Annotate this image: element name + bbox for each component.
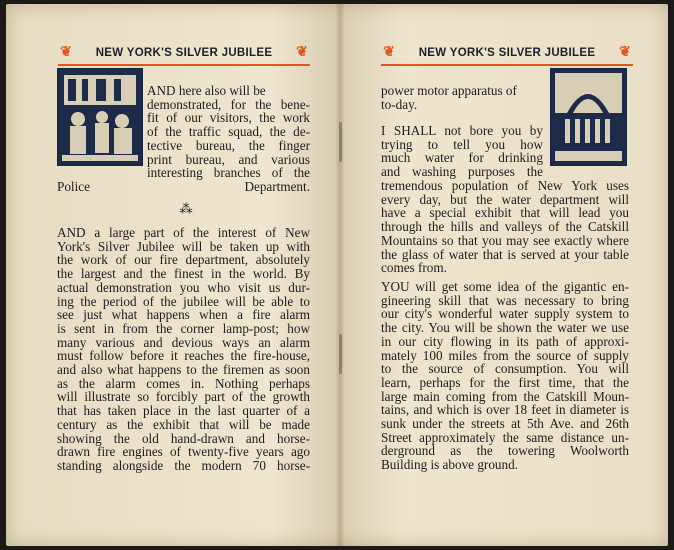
police-woodcut-illustration [57, 68, 143, 166]
left-para-2 [57, 226, 310, 473]
text-line: many various and devious ways an alarm [57, 334, 310, 350]
text-line: every day, but the water department will [381, 191, 629, 207]
text-line: trying to tell you how [381, 136, 543, 152]
right-para-2-indented [381, 124, 543, 179]
text-line: the city. You will be shown the water we use [381, 320, 629, 336]
text-line: actual demonstration you who visit us dur- [57, 279, 310, 295]
text-line: is sent in from the corner lamp-post; how [57, 320, 310, 336]
staple-top [339, 122, 342, 162]
text-line: century as the exhibit that will be made [57, 416, 310, 432]
text-line: mately 100 miles from the source of supply [381, 347, 629, 363]
text-line: that has taken place in the last quarter of a [57, 403, 310, 419]
text-line: tective bureau, the finger [147, 137, 310, 153]
right-para-2-tail [381, 179, 629, 275]
right-para-3 [381, 280, 629, 472]
text-line: through the hills and valleys of the Catskill [381, 219, 629, 235]
text-line: of the traffic squad, the de- [147, 124, 310, 140]
text-line: the glass of water that is served at your table [381, 246, 629, 262]
text-line: will illustrate so forcibly part of the growth [57, 389, 310, 405]
text-line: York's Silver Jubilee will be taken up with [57, 238, 310, 254]
right-para-1 [381, 84, 543, 111]
text-line: AND a large part of the interest of New [57, 225, 310, 240]
text-line: our city's wonderful water supply system to [381, 306, 629, 322]
ornament-icon: ❦ [296, 45, 308, 60]
text-line: as the alarm comes in. Nothing perhaps [57, 375, 310, 391]
left-para-1-tail [57, 180, 310, 194]
text-line: and also what happens to the firemen as soon [57, 362, 310, 378]
text-line: comes from. [381, 260, 447, 276]
text-line: derground as the towering Woolworth [381, 443, 629, 459]
text-line: Building is above ground. [381, 457, 518, 473]
ornament-icon: ❦ [383, 45, 395, 60]
text-line: demonstrated, for the bene- [147, 96, 310, 112]
text-line: power motor apparatus of [381, 83, 517, 98]
text-line: ing the period of the jubilee will be able to [57, 293, 310, 309]
text-line: AND here also will be [147, 83, 266, 98]
running-head: NEW YORK'S SILVER JUBILEE [418, 47, 596, 59]
text-line: much water for drinking [381, 150, 543, 166]
text-line: and washing purposes the [381, 164, 543, 180]
text-line: large main coming from the Catskill Moun- [381, 388, 629, 404]
text-line: to-day. [381, 96, 418, 112]
text-line: to the source of consumption. You will [381, 361, 629, 377]
text-line: in our city flowing in its path of approxi- [381, 333, 629, 349]
ornament-icon: ❦ [619, 45, 631, 60]
text-line: tains, and which is over 18 feet in diameter is [381, 402, 629, 418]
header-rule [381, 64, 633, 66]
text-line: gineering skill that was necessary to bring [381, 292, 629, 308]
staple-bottom [339, 334, 342, 374]
text-line: fit of our visitors, the work [147, 110, 310, 126]
text-line: have a special exhibit that will lead you [381, 205, 629, 221]
police-illustration-image [58, 69, 142, 165]
text-line: tremendous population of New York uses [381, 178, 629, 193]
text-line: Mountains so that you may see exactly where [381, 232, 629, 248]
text-line: showing the old hand-drawn and horse- [57, 430, 310, 446]
booklet-spread [6, 4, 668, 546]
center-gutter [335, 4, 345, 546]
left-page [6, 4, 335, 546]
text-line: the work of our fire department, absolutely [57, 252, 310, 268]
ornament-icon: ❦ [60, 45, 72, 60]
right-page [345, 4, 668, 546]
left-para-1-indented [147, 84, 310, 180]
text-line: print bureau, and various [147, 151, 310, 167]
header-rule [58, 64, 310, 66]
text-line: see just what happens when a fire alarm [57, 307, 310, 323]
text-line: drawn fire engines of twenty-five years ago [57, 444, 310, 460]
running-head: NEW YORK'S SILVER JUBILEE [95, 47, 273, 59]
text-line: standing alongside the modern 70 horse- [57, 457, 310, 473]
text-line: learn, perhaps for the first time, that the [381, 374, 629, 390]
fleuron-icon: ⁂ [179, 201, 193, 216]
domed-building-woodcut-illustration [550, 68, 627, 166]
text-line: I SHALL not bore you by [381, 123, 543, 138]
text-line: YOU will get some idea of the gigantic en- [381, 279, 629, 294]
text-line: the largest and the finest in the world. By [57, 266, 310, 282]
text-line: Police Department. [57, 179, 310, 194]
text-line: sunk under the streets at 5th Ave. and 26th [381, 416, 629, 432]
domed-building-image [551, 69, 626, 165]
right-page-header [381, 42, 633, 68]
text-line: interesting branches of the [147, 165, 310, 181]
left-page-header [58, 42, 310, 68]
text-line: Street approximately the same distance un- [381, 429, 629, 445]
text-line: must follow before it reaches the fire-house, [57, 348, 310, 364]
